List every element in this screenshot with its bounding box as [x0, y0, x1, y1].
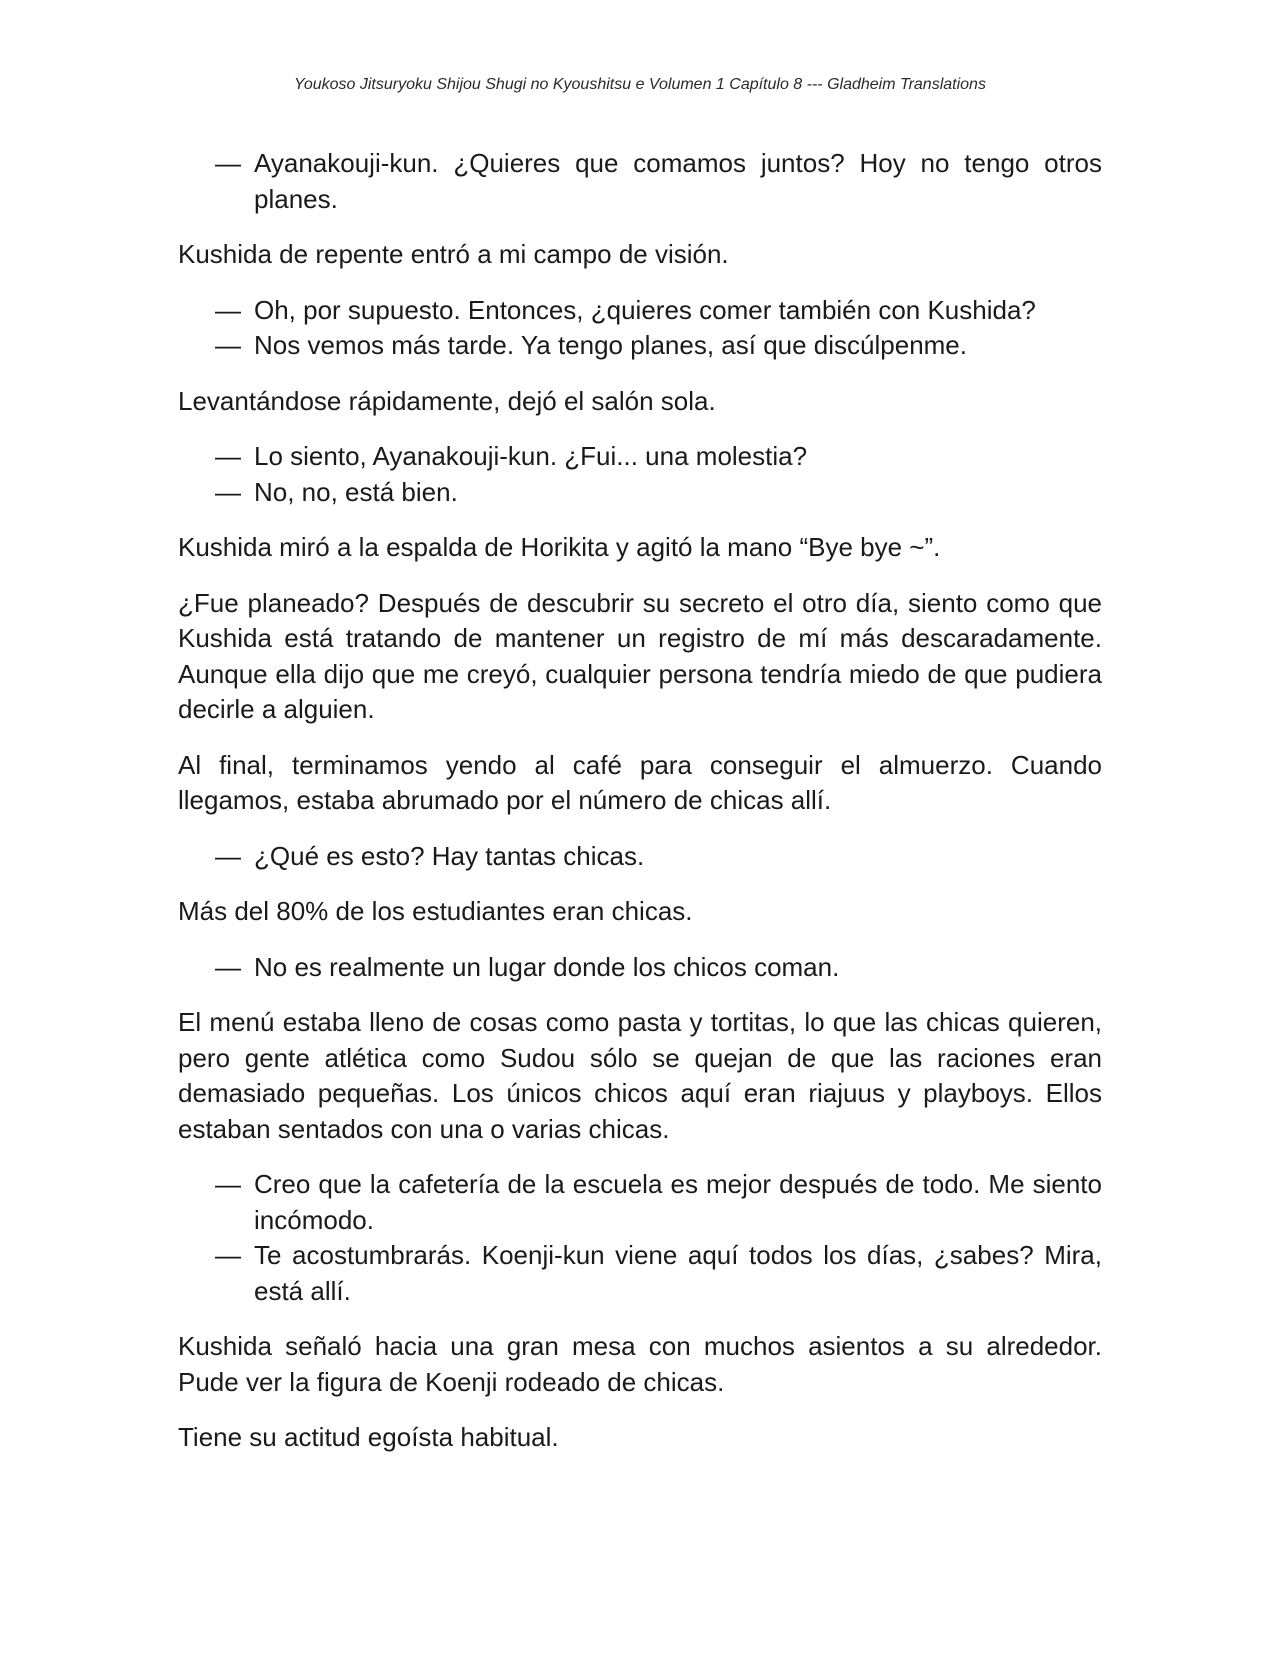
dialogue-group [178, 146, 1102, 217]
dialogue-text: No es realmente un lugar donde los chicos coman. [254, 951, 840, 982]
dialogue-line [178, 439, 1102, 475]
dialogue-text: Oh, por supuesto. Entonces, ¿quieres comer también con Kushida? [254, 294, 1036, 325]
dialogue-group [178, 950, 1102, 986]
dialogue-text: Ayanakouji-kun. ¿Quieres que comamos juntos? Hoy no tengo otros planes. [254, 148, 1102, 214]
dialogue-group [178, 839, 1102, 875]
paragraph: ¿Fue planeado? Después de descubrir su secreto el otro día, siento como que Kushida está tratando de mantener un registro de mí más descaradamente. Aunque ella dijo que me creyó, cualquier persona tendría miedo de que pudiera decirle a alguien. [178, 587, 1102, 724]
dialogue-text: Nos vemos más tarde. Ya tengo planes, así que discúlpenme. [254, 330, 967, 360]
paragraph: Kushida miró a la espalda de Horikita y agitó la mano “Bye bye ~”. [178, 532, 941, 562]
dialogue-line [178, 293, 1102, 329]
paragraph: Kushida señaló hacia una gran mesa con muchos asientos a su alrededor. Pude ver la figura de Koenji rodeado de chicas. [178, 1331, 1102, 1397]
paragraph: Tiene su actitud egoísta habitual. [178, 1422, 559, 1452]
dialogue-group [178, 293, 1102, 364]
em-dash: — [215, 476, 241, 507]
dialogue-line [178, 146, 1102, 217]
em-dash: — [215, 294, 241, 325]
em-dash: — [215, 148, 241, 178]
page-body [178, 146, 1102, 1476]
em-dash: — [215, 330, 241, 360]
dialogue-line [178, 475, 1102, 511]
dialogue-line [178, 328, 1102, 364]
em-dash: — [215, 1169, 241, 1199]
dialogue-line [178, 950, 1102, 986]
dialogue-group [178, 1167, 1102, 1309]
em-dash: — [215, 1240, 241, 1270]
paragraph: Levantándose rápidamente, dejó el salón sola. [178, 385, 716, 416]
paragraph: Kushida de repente entró a mi campo de visión. [178, 239, 729, 269]
paragraph: El menú estaba lleno de cosas como pasta y tortitas, lo que las chicas quieren, pero gente atlética como Sudou sólo se quejan de que las raciones eran demasiado pequeñas. Los únicos chicos aquí eran riajuus y playboys. Ellos estaban sentados con una o varias chicas. [178, 1007, 1102, 1144]
em-dash: — [215, 951, 241, 982]
dialogue-line [178, 1238, 1102, 1309]
running-header: Youkoso Jitsuryoku Shijou Shugi no Kyoushitsu e Volumen 1 Capítulo 8 --- Gladheim Translations [294, 76, 986, 93]
dialogue-text: Creo que la cafetería de la escuela es mejor después de todo. Me siento incómodo. [254, 1169, 1102, 1235]
dialogue-line [178, 839, 1102, 875]
dialogue-text: ¿Qué es esto? Hay tantas chicas. [254, 840, 645, 871]
dialogue-text: Te acostumbrarás. Koenji-kun viene aquí todos los días, ¿sabes? Mira, está allí. [254, 1240, 1102, 1306]
em-dash: — [215, 441, 241, 471]
dialogue-text: Lo siento, Ayanakouji-kun. ¿Fui... una molestia? [254, 441, 808, 471]
dialogue-line [178, 1167, 1102, 1238]
paragraph: Al final, terminamos yendo al café para conseguir el almuerzo. Cuando llegamos, estaba abrumado por el número de chicas allí. [178, 749, 1102, 815]
dialogue-group [178, 439, 1102, 510]
paragraph: Más del 80% de los estudiantes eran chicas. [178, 896, 693, 926]
dialogue-text: No, no, está bien. [254, 476, 458, 507]
em-dash: — [215, 840, 241, 871]
